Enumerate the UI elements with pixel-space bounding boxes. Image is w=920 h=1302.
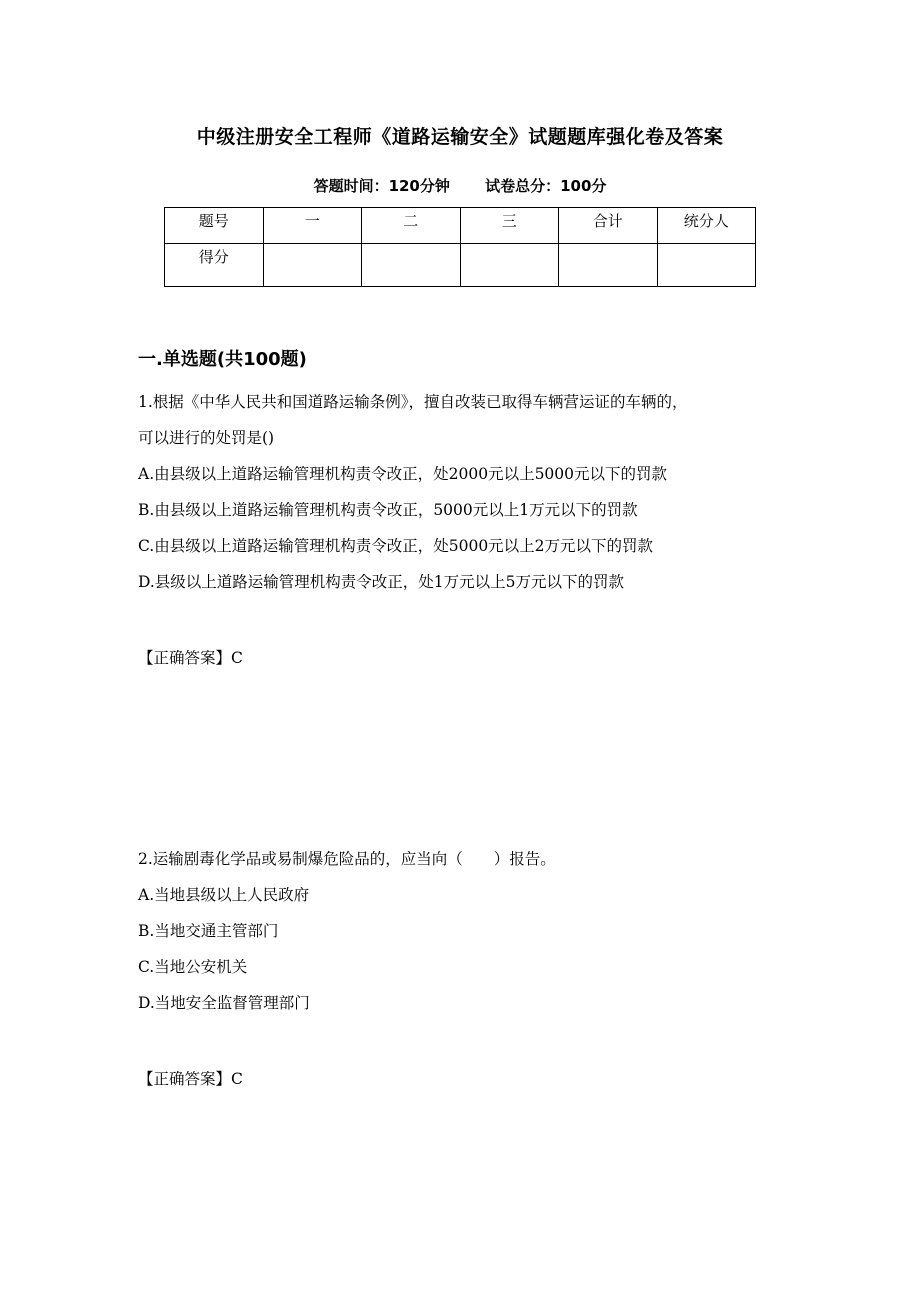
score-cell: [460, 244, 559, 287]
question-2: [138, 841, 798, 1021]
score-table-header-row: [165, 208, 756, 244]
exam-total-score: 试卷总分：100分: [485, 177, 607, 195]
score-table-score-row: [165, 244, 756, 287]
score-cell: [657, 244, 756, 287]
option-c: C.当地公安机关: [138, 958, 248, 976]
question-stem: 可以进行的处罚是(): [138, 429, 275, 447]
option-a: A.当地县级以上人民政府: [138, 886, 310, 904]
exam-time: 答题时间：120分钟: [313, 177, 450, 195]
score-header-cell: 三: [460, 208, 559, 244]
option-b: B.由县级以上道路运输管理机构责令改正，5000元以上1万元以下的罚款: [138, 501, 638, 519]
answer-1: 【正确答案】C: [138, 649, 243, 667]
exam-meta: [0, 175, 920, 196]
score-header-cell: 一: [263, 208, 362, 244]
score-header-cell: 二: [362, 208, 461, 244]
document-title: 中级注册安全工程师《道路运输安全》试题题库强化卷及答案: [196, 126, 724, 148]
score-table: [164, 207, 756, 287]
score-header-cell: 统分人: [657, 208, 756, 244]
option-b: B.当地交通主管部门: [138, 922, 279, 940]
question-1: [138, 384, 798, 600]
score-cell: [362, 244, 461, 287]
score-header-cell: 题号: [165, 208, 264, 244]
question-stem: 1.根据《中华人民共和国道路运输条例》，擅自改装已取得车辆营运证的车辆的，: [138, 393, 688, 411]
question-stem: 2.运输剧毒化学品或易制爆危险品的，应当向（ ）报告。: [138, 850, 556, 868]
option-d: D.县级以上道路运输管理机构责令改正，处1万元以上5万元以下的罚款: [138, 573, 625, 591]
score-cell: [263, 244, 362, 287]
section-title: 一.单选题(共100题): [138, 349, 307, 370]
answer-2: 【正确答案】C: [138, 1070, 243, 1088]
score-row-label: 得分: [165, 244, 264, 287]
score-header-cell: 合计: [559, 208, 658, 244]
option-a: A.由县级以上道路运输管理机构责令改正，处2000元以上5000元以下的罚款: [138, 465, 668, 483]
option-d: D.当地安全监督管理部门: [138, 994, 310, 1012]
option-c: C.由县级以上道路运输管理机构责令改正，处5000元以上2万元以下的罚款: [138, 537, 654, 555]
score-cell: [559, 244, 658, 287]
